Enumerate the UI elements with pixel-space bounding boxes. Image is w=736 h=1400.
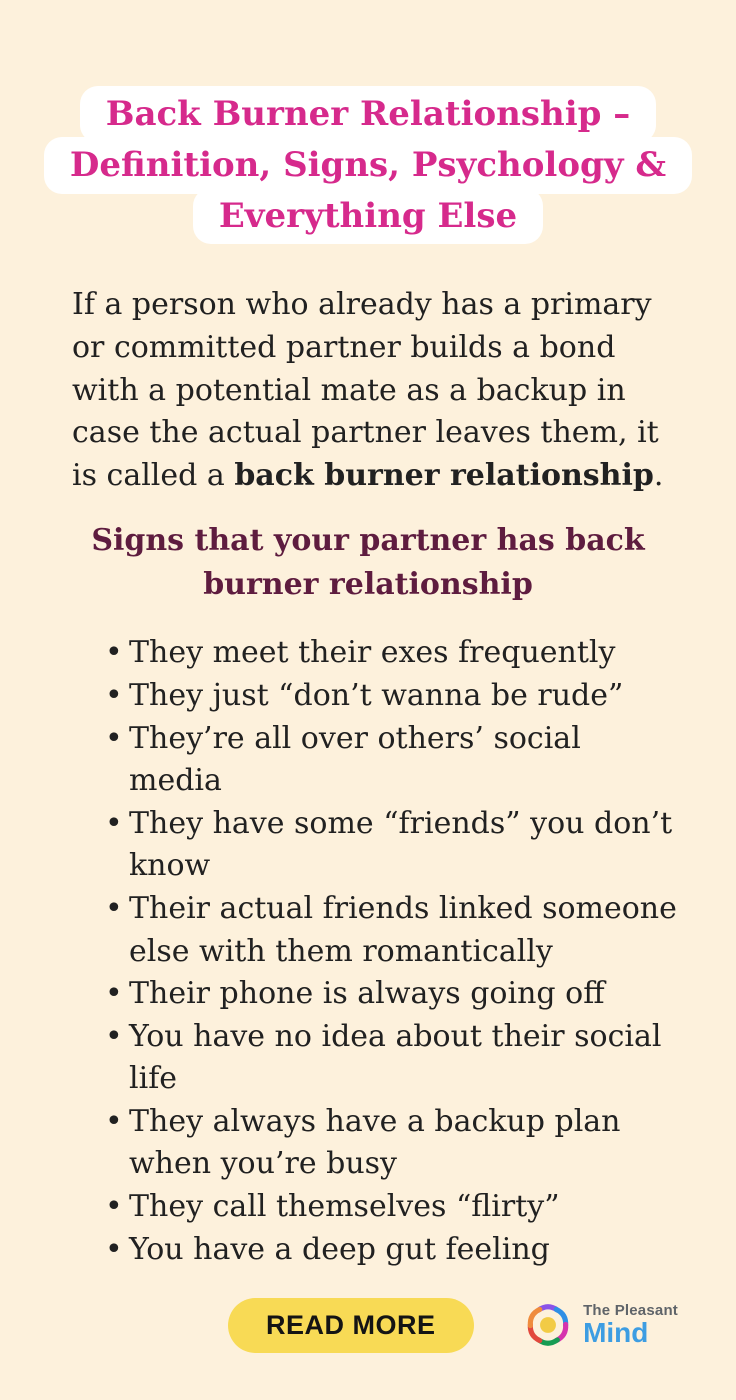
list-item: • You have a deep gut feeling bbox=[105, 1229, 678, 1272]
infographic-page bbox=[0, 92, 736, 1400]
list-item: • They have some “friends” you don’t know bbox=[105, 803, 678, 888]
signs-list bbox=[105, 632, 678, 1271]
list-item: • They just “don’t wanna be rude” bbox=[105, 675, 678, 718]
page-title-line-3: Everything Else bbox=[193, 188, 543, 245]
list-item: • They’re all over others’ social media bbox=[105, 718, 678, 803]
intro-text: If a person who already has a primary or committed partner builds a bond with a potential mate as a backup in case the actual partner leaves them, it is called a bbox=[72, 287, 659, 493]
logo-text-bottom: Mind bbox=[583, 1317, 649, 1349]
list-item: • Their phone is always going off bbox=[105, 973, 678, 1016]
list-item: • They meet their exes frequently bbox=[105, 632, 678, 675]
footer-bar bbox=[228, 1297, 678, 1353]
intro-suffix: . bbox=[653, 457, 664, 493]
list-item: • You have no idea about their social life bbox=[105, 1016, 678, 1101]
intro-paragraph bbox=[72, 284, 674, 497]
page-title bbox=[0, 92, 736, 244]
brand-logo bbox=[520, 1297, 678, 1353]
list-item: • They always have a backup plan when you’re busy bbox=[105, 1101, 678, 1186]
logo-text bbox=[583, 1303, 678, 1348]
signs-heading-line-1: Signs that your partner has back bbox=[91, 523, 645, 559]
list-item: • Their actual friends linked someone else with them romantically bbox=[105, 888, 678, 973]
signs-section-heading bbox=[0, 519, 736, 606]
page-title-line-2: Definition, Signs, Psychology & bbox=[44, 137, 692, 194]
intro-bold-term: back burner relationship bbox=[234, 457, 654, 493]
logo-text-top: The Pleasant bbox=[583, 1301, 678, 1319]
read-more-button[interactable]: READ MORE bbox=[228, 1298, 474, 1353]
signs-heading-line-2: burner relationship bbox=[203, 566, 533, 602]
pleasant-mind-logo-icon bbox=[520, 1297, 576, 1353]
list-item: • They call themselves “flirty” bbox=[105, 1186, 678, 1229]
page-title-line-1: Back Burner Relationship – bbox=[80, 86, 657, 143]
